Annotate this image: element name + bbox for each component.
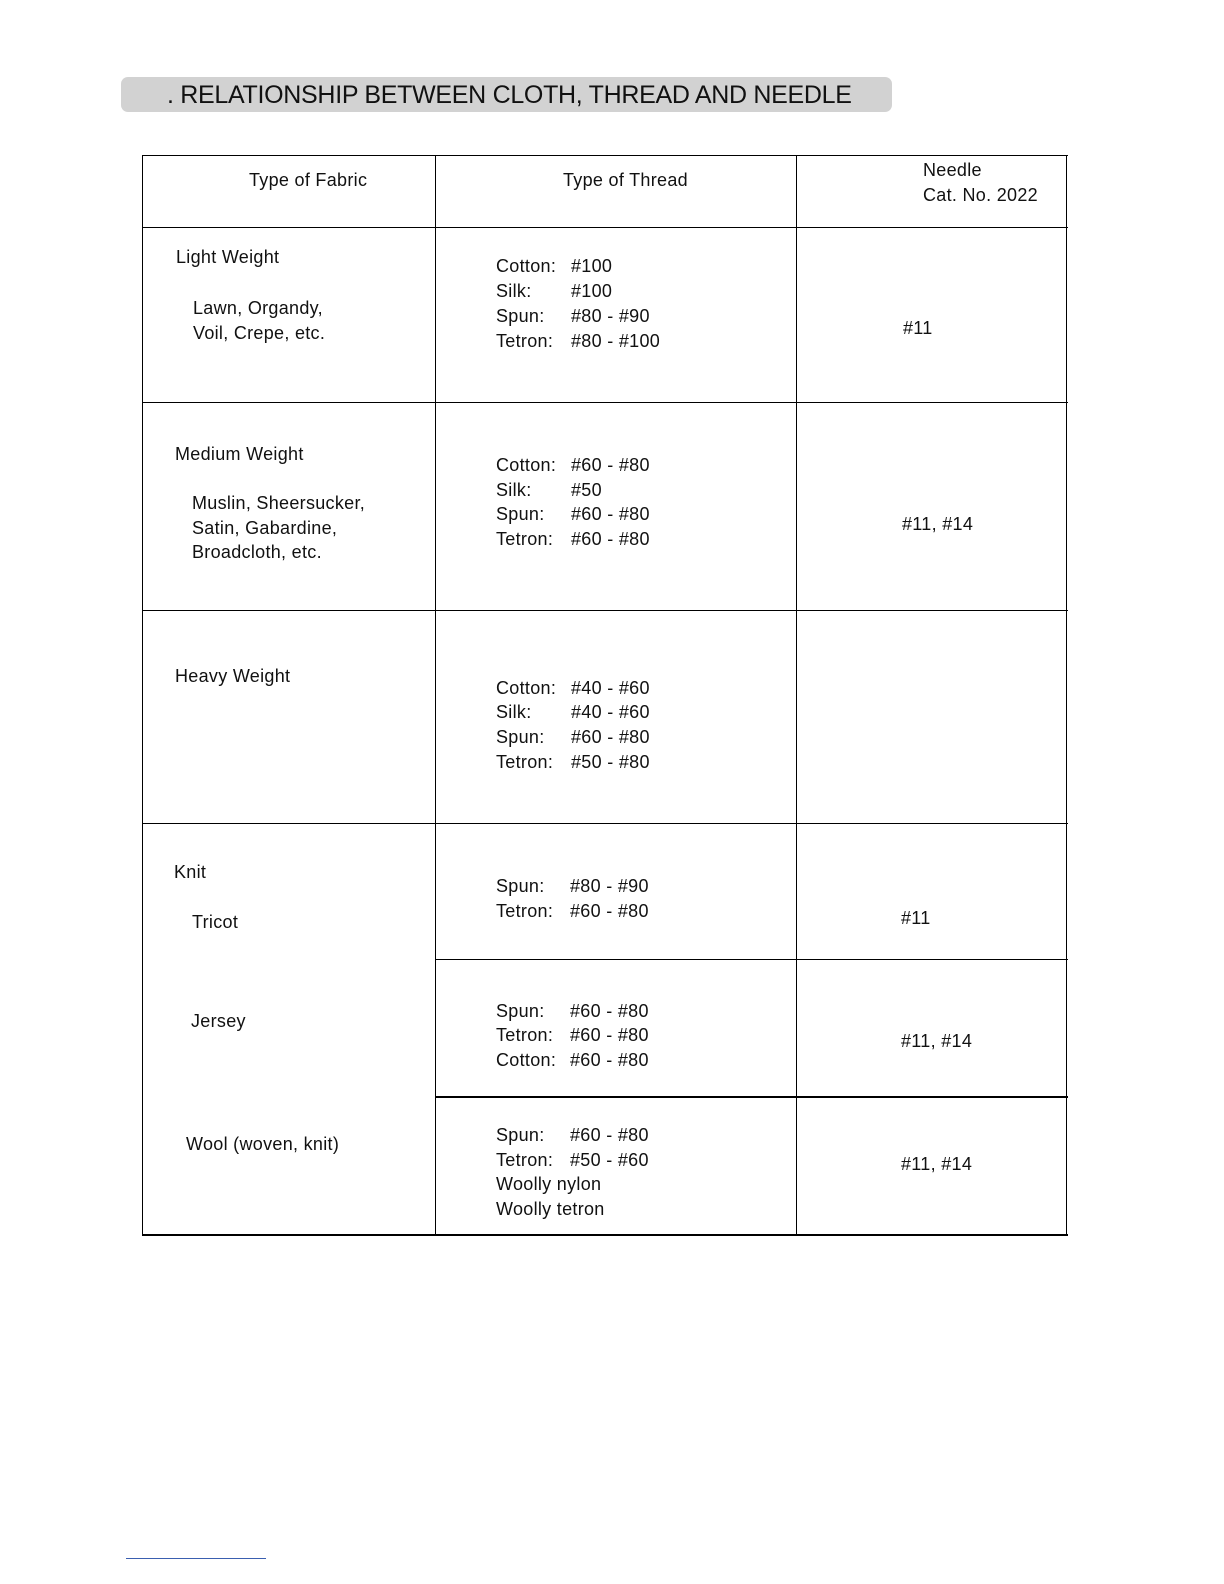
- knit-subrow-divider: [435, 959, 1068, 960]
- fabric-category-heavy: Heavy Weight: [175, 666, 291, 686]
- fabric-detail: Voil, Crepe, etc.: [193, 323, 326, 343]
- thread-line: Spun: #60 - #80: [496, 1125, 649, 1145]
- table-border-top: [142, 155, 1068, 156]
- thread-line: Cotton: #60 - #80: [496, 1050, 649, 1070]
- thread-line: Woolly nylon: [496, 1174, 602, 1194]
- fabric-detail: Broadcloth, etc.: [192, 542, 322, 562]
- needle-size: #11, #14: [901, 1031, 973, 1051]
- table-border-bottom: [142, 1234, 1068, 1236]
- column-divider: [796, 155, 797, 1235]
- thread-line: Spun: #80 - #90: [496, 876, 649, 896]
- page-title: . RELATIONSHIP BETWEEN CLOTH, THREAD AND NEEDLE: [167, 81, 852, 109]
- footer-divider: [126, 1558, 266, 1559]
- table-border-left: [142, 155, 143, 1235]
- thread-line: Tetron: #60 - #80: [496, 529, 650, 549]
- thread-line: Silk: #40 - #60: [496, 702, 650, 722]
- needle-size: #11, #14: [902, 514, 974, 534]
- header-thread: Type of Thread: [563, 170, 688, 190]
- header-needle: Needle: [923, 160, 982, 180]
- fabric-detail: Lawn, Organdy,: [193, 298, 323, 318]
- fabric-category-knit: Knit: [174, 862, 207, 882]
- thread-line: Cotton: #40 - #60: [496, 678, 650, 698]
- knit-subrow-divider: [435, 1096, 1068, 1098]
- header-fabric: Type of Fabric: [249, 170, 368, 190]
- fabric-detail: Satin, Gabardine,: [192, 518, 338, 538]
- thread-line: Cotton: #100: [496, 256, 613, 276]
- row-divider: [142, 402, 1068, 403]
- fabric-detail-tricot: Tricot: [192, 912, 239, 932]
- row-divider: [142, 823, 1068, 824]
- needle-size: #11, #14: [901, 1154, 973, 1174]
- thread-line: Tetron: #80 - #100: [496, 331, 661, 351]
- fabric-detail: Muslin, Sheersucker,: [192, 493, 366, 513]
- needle-size: #11: [903, 318, 933, 338]
- thread-line: Tetron: #50 - #80: [496, 752, 650, 772]
- fabric-category-medium: Medium Weight: [175, 444, 304, 464]
- thread-line: Spun: #60 - #80: [496, 727, 650, 747]
- table-border-right: [1066, 155, 1067, 1235]
- thread-line: Woolly tetron: [496, 1199, 605, 1219]
- thread-line: Silk: #100: [496, 281, 613, 301]
- fabric-category-light: Light Weight: [176, 247, 280, 267]
- thread-line: Tetron: #60 - #80: [496, 1025, 649, 1045]
- header-needle-cat: Cat. No. 2022: [923, 185, 1038, 205]
- thread-line: Tetron: #50 - #60: [496, 1150, 649, 1170]
- fabric-detail-wool: Wool (woven, knit): [186, 1134, 340, 1154]
- thread-line: Tetron: #60 - #80: [496, 901, 649, 921]
- needle-size: #11: [901, 908, 931, 928]
- row-divider: [142, 610, 1068, 611]
- thread-line: Spun: #60 - #80: [496, 504, 650, 524]
- header-divider: [142, 227, 1068, 228]
- thread-line: Spun: #80 - #90: [496, 306, 650, 326]
- thread-line: Silk: #50: [496, 480, 602, 500]
- fabric-detail-jersey: Jersey: [191, 1011, 246, 1031]
- thread-line: Cotton: #60 - #80: [496, 455, 650, 475]
- column-divider: [435, 155, 436, 1235]
- thread-line: Spun: #60 - #80: [496, 1001, 649, 1021]
